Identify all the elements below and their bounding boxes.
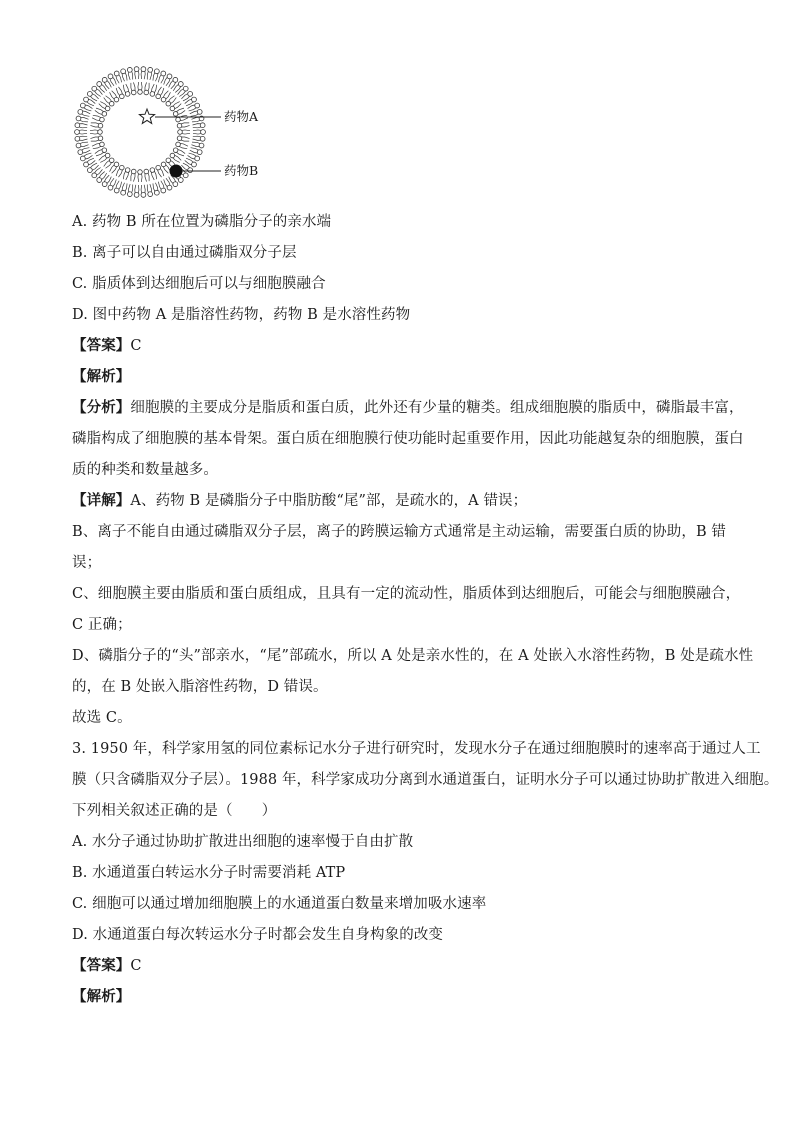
phosphate-head bbox=[102, 148, 107, 153]
q2-option-c: C. 脂质体到达细胞后可以与细胞膜融合 bbox=[72, 276, 326, 292]
q2-detail-line: 故选 C。 bbox=[72, 710, 132, 726]
phosphate-head bbox=[150, 92, 155, 97]
q2-analysis-tag: 【解析】 bbox=[72, 368, 131, 385]
phosphate-head bbox=[183, 86, 188, 91]
phosphate-head bbox=[178, 178, 183, 183]
phosphate-head bbox=[75, 123, 80, 128]
phosphate-head bbox=[167, 185, 172, 190]
drug-b-dot-icon bbox=[170, 165, 183, 178]
liposome-figure bbox=[66, 62, 286, 202]
fenxi-text: 细胞膜的主要成分是脂质和蛋白质，此外还有少量的糖类。组成细胞膜的脂质中，磷脂最丰富， bbox=[130, 400, 744, 416]
phosphate-head bbox=[177, 136, 182, 141]
answer-value: C bbox=[130, 338, 142, 354]
phosphate-head bbox=[192, 97, 197, 102]
q2-detail-line: C、细胞膜主要由脂质和蛋白质组成，且具有一定的流动性，脂质体到达细胞后，可能会与细胞膜融合， bbox=[72, 586, 741, 602]
phosphate-head bbox=[131, 90, 136, 95]
phosphate-head bbox=[199, 143, 204, 148]
phosphate-head bbox=[161, 188, 166, 193]
phosphate-head bbox=[102, 77, 107, 82]
phosphate-head bbox=[100, 142, 105, 147]
phosphate-head bbox=[125, 92, 130, 97]
phosphate-head bbox=[121, 190, 126, 195]
q2-detail-line: C 正确； bbox=[72, 617, 132, 633]
phosphate-head bbox=[80, 103, 85, 108]
q3-stem-line: 下列相关叙述正确的是（ ） bbox=[72, 803, 277, 819]
phosphate-head bbox=[105, 106, 110, 111]
q3-stem-line: 3. 1950 年，科学家用氢的同位素标记水分子进行研究时，发现水分子在通过细胞膜时的速率高于通过人工 bbox=[72, 741, 761, 757]
phosphate-head bbox=[114, 97, 119, 102]
phosphate-head bbox=[173, 112, 178, 117]
phosphate-head bbox=[178, 130, 183, 135]
answer-tag: 【答案】 bbox=[72, 957, 131, 974]
phosphate-head bbox=[188, 168, 193, 173]
phosphate-head bbox=[98, 123, 103, 128]
q2-fenxi-line: 质的种类和数量越多。 bbox=[72, 462, 218, 478]
q3-analysis-tag: 【解析】 bbox=[72, 988, 131, 1005]
phosphate-head bbox=[170, 106, 175, 111]
phosphate-head bbox=[197, 150, 202, 155]
label-drug-b: 药物B bbox=[224, 163, 259, 178]
q3-option-b: B. 水通道蛋白转运水分子时需要消耗 ATP bbox=[72, 865, 346, 881]
q2-fenxi-line bbox=[72, 398, 744, 418]
phosphate-head bbox=[195, 103, 200, 108]
fenxi-tag: 【分析】 bbox=[72, 399, 131, 416]
phosphate-head bbox=[102, 182, 107, 187]
answer-value: C bbox=[130, 958, 142, 974]
phosphate-head bbox=[78, 150, 83, 155]
phosphate-head bbox=[201, 130, 206, 135]
q2-detail-line: D、磷脂分子的“头”部亲水，“尾”部疏水，所以 A 处是亲水性的，在 A 处嵌入水溶性药物，B 处是疏水性 bbox=[72, 648, 754, 664]
phosphate-head bbox=[120, 165, 125, 170]
phosphate-head bbox=[127, 192, 132, 197]
phosphate-head bbox=[178, 82, 183, 87]
phosphate-head bbox=[200, 136, 205, 141]
phosphate-head bbox=[141, 193, 146, 198]
phosphate-head bbox=[100, 117, 105, 122]
phosphate-head bbox=[76, 143, 81, 148]
q2-option-d: D. 图中药物 A 是脂溶性药物，药物 B 是水溶性药物 bbox=[72, 307, 411, 323]
phosphate-head bbox=[121, 69, 126, 74]
phosphate-head bbox=[87, 91, 92, 96]
phosphate-head bbox=[120, 94, 125, 99]
phosphate-head bbox=[97, 82, 102, 87]
phosphate-head bbox=[87, 168, 92, 173]
phosphate-head bbox=[92, 86, 97, 91]
phosphate-head bbox=[148, 67, 153, 72]
q2-option-a: A. 药物 B 所在位置为磷脂分子的亲水端 bbox=[72, 214, 332, 230]
phosphate-head bbox=[114, 162, 119, 167]
phosphate-head bbox=[148, 192, 153, 197]
phosphate-head bbox=[125, 168, 130, 173]
phosphate-head bbox=[78, 109, 83, 114]
q3-answer bbox=[72, 956, 142, 976]
phosphate-head bbox=[98, 130, 103, 135]
phosphate-head bbox=[170, 153, 175, 158]
phosphate-head bbox=[75, 136, 80, 141]
phosphate-head bbox=[114, 188, 119, 193]
phosphate-head bbox=[150, 168, 155, 173]
label-drug-a: 药物A bbox=[224, 109, 259, 124]
q2-detail-line: 的，在 B 处嵌入脂溶性药物，D 错误。 bbox=[72, 679, 328, 695]
phosphate-head bbox=[141, 67, 146, 72]
q3-option-c: C. 细胞可以通过增加细胞膜上的水通道蛋白数量来增加吸水速率 bbox=[72, 896, 487, 912]
phosphate-head bbox=[166, 158, 171, 163]
q2-option-b: B. 离子可以自由通过磷脂双分子层 bbox=[72, 245, 297, 261]
phosphate-head bbox=[105, 153, 110, 158]
q2-answer bbox=[72, 336, 142, 356]
phosphate-head bbox=[156, 94, 161, 99]
q3-stem-line: 膜（只含磷脂双分子层）。1988 年，科学家成功分离到水通道蛋白，证明水分子可以通过协助扩散进入细胞。 bbox=[72, 772, 779, 788]
phosphate-head bbox=[192, 162, 197, 167]
phosphate-head bbox=[161, 97, 166, 102]
phosphate-head bbox=[138, 170, 143, 175]
q2-fenxi-line: 磷脂构成了细胞膜的基本骨架。蛋白质在细胞膜行使功能时起重要作用，因此功能越复杂的细胞膜，蛋白 bbox=[72, 431, 744, 447]
phosphate-head bbox=[98, 136, 103, 141]
phosphate-head bbox=[173, 182, 178, 187]
phosphate-head bbox=[92, 173, 97, 178]
phosphate-head bbox=[195, 156, 200, 161]
q2-detail-line: B、离子不能自由通过磷脂双分子层，离子的跨膜运输方式通常是主动运输，需要蛋白质的协助，B 错 bbox=[72, 524, 727, 540]
phosphate-head bbox=[114, 71, 119, 76]
phosphate-head bbox=[97, 178, 102, 183]
phosphate-head bbox=[144, 90, 149, 95]
phosphate-head bbox=[200, 123, 205, 128]
detail-tag: 【详解】 bbox=[72, 492, 131, 509]
phosphate-head bbox=[108, 185, 113, 190]
phosphate-head bbox=[188, 91, 193, 96]
phosphate-head bbox=[161, 162, 166, 167]
phosphate-head bbox=[102, 112, 107, 117]
phosphate-head bbox=[144, 169, 149, 174]
phosphate-head bbox=[75, 130, 80, 135]
q2-detail-line: 误； bbox=[72, 555, 102, 571]
phosphate-head bbox=[154, 190, 159, 195]
phosphate-head bbox=[108, 74, 113, 79]
phosphate-head bbox=[177, 123, 182, 128]
phosphate-head bbox=[183, 173, 188, 178]
phosphate-head bbox=[176, 142, 181, 147]
phosphate-head bbox=[173, 77, 178, 82]
answer-tag: 【答案】 bbox=[72, 337, 131, 354]
q3-option-d: D. 水通道蛋白每次转运水分子时都会发生自身构象的改变 bbox=[72, 927, 444, 943]
phosphate-head bbox=[176, 117, 181, 122]
phosphate-head bbox=[197, 109, 202, 114]
phosphate-head bbox=[76, 116, 81, 121]
phosphate-head bbox=[173, 148, 178, 153]
phosphate-head bbox=[138, 90, 143, 95]
phosphate-head bbox=[80, 156, 85, 161]
liposome-diagram bbox=[66, 62, 286, 202]
phosphate-head bbox=[166, 101, 171, 106]
q3-option-a: A. 水分子通过协助扩散进出细胞的速率慢于自由扩散 bbox=[72, 834, 414, 850]
phosphate-head bbox=[127, 67, 132, 72]
drug-a-star-icon bbox=[139, 109, 154, 123]
q2-detail-line bbox=[72, 491, 527, 511]
phosphate-head bbox=[156, 165, 161, 170]
phosphate-head bbox=[134, 193, 139, 198]
phosphate-head bbox=[167, 74, 172, 79]
phosphate-head bbox=[84, 162, 89, 167]
phosphate-head bbox=[161, 71, 166, 76]
detail-text: A、药物 B 是磷脂分子中脂肪酸“尾”部，是疏水的，A 错误； bbox=[130, 493, 528, 509]
phosphate-head bbox=[109, 101, 114, 106]
phosphate-head bbox=[154, 69, 159, 74]
phosphate-head bbox=[134, 67, 139, 72]
phosphate-head bbox=[109, 158, 114, 163]
phosphate-head bbox=[84, 97, 89, 102]
phosphate-head bbox=[131, 169, 136, 174]
